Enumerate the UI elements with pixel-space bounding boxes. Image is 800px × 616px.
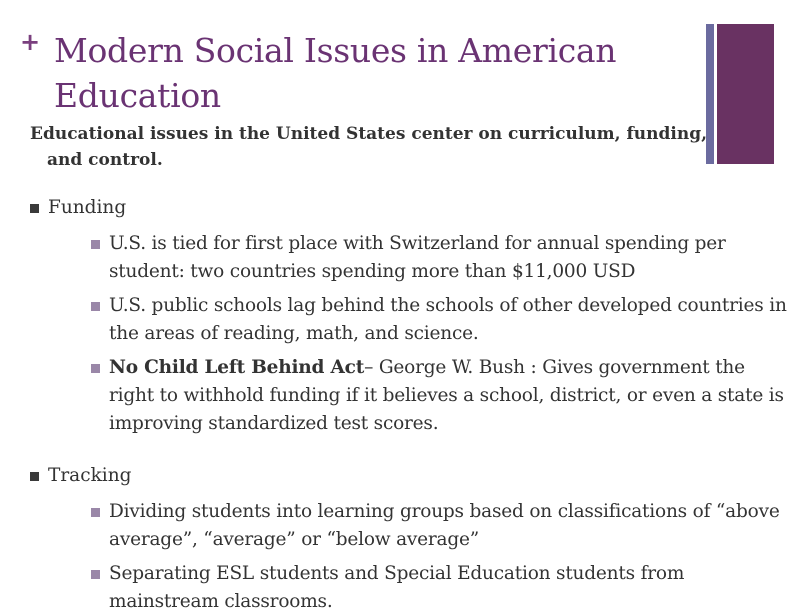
sub-bullet-text: Dividing students into learning groups based on classifications of “above average”, “average” or “below average” — [109, 501, 780, 550]
plus-icon: + — [20, 28, 41, 56]
nclb-act-name: No Child Left Behind Act — [109, 357, 365, 378]
square-bullet-icon — [30, 204, 39, 213]
bullet-content — [30, 194, 790, 616]
slide-subtitle: Educational issues in the United States center on curriculum, funding, and control. — [30, 124, 708, 170]
square-bullet-icon — [91, 364, 100, 373]
bullet-tracking — [30, 462, 790, 490]
sub-bullet-lag-behind — [90, 292, 790, 348]
sub-bullet-spending — [90, 230, 790, 286]
sub-bullet-learning-groups — [90, 498, 790, 554]
sub-bullet-nclb — [90, 354, 790, 438]
bullet-funding — [30, 194, 790, 222]
square-bullet-icon — [91, 240, 100, 249]
sub-bullet-text: U.S. is tied for first place with Switzerland for annual spending per student: two countries spending more than $11,000 USD — [109, 233, 726, 282]
sub-bullet-text: U.S. public schools lag behind the schools of other developed countries in the areas of reading, math, and science. — [109, 295, 787, 344]
sub-bullet-esl-special-ed — [90, 560, 790, 616]
square-bullet-icon — [91, 302, 100, 311]
square-bullet-icon — [91, 570, 100, 579]
slide-title: Modern Social Issues in American Education — [54, 31, 617, 115]
square-bullet-icon — [30, 472, 39, 481]
bullet-text: Tracking — [48, 465, 132, 486]
square-bullet-icon — [91, 508, 100, 517]
sub-bullet-text: – George W. Bush : Gives government the right to withhold funding if it believes a school, district, or even a state is improving standardized test scores. — [109, 357, 784, 434]
bullet-text: Funding — [48, 197, 127, 218]
sub-bullet-text: Separating ESL students and Special Education students from mainstream classrooms. — [109, 563, 685, 612]
